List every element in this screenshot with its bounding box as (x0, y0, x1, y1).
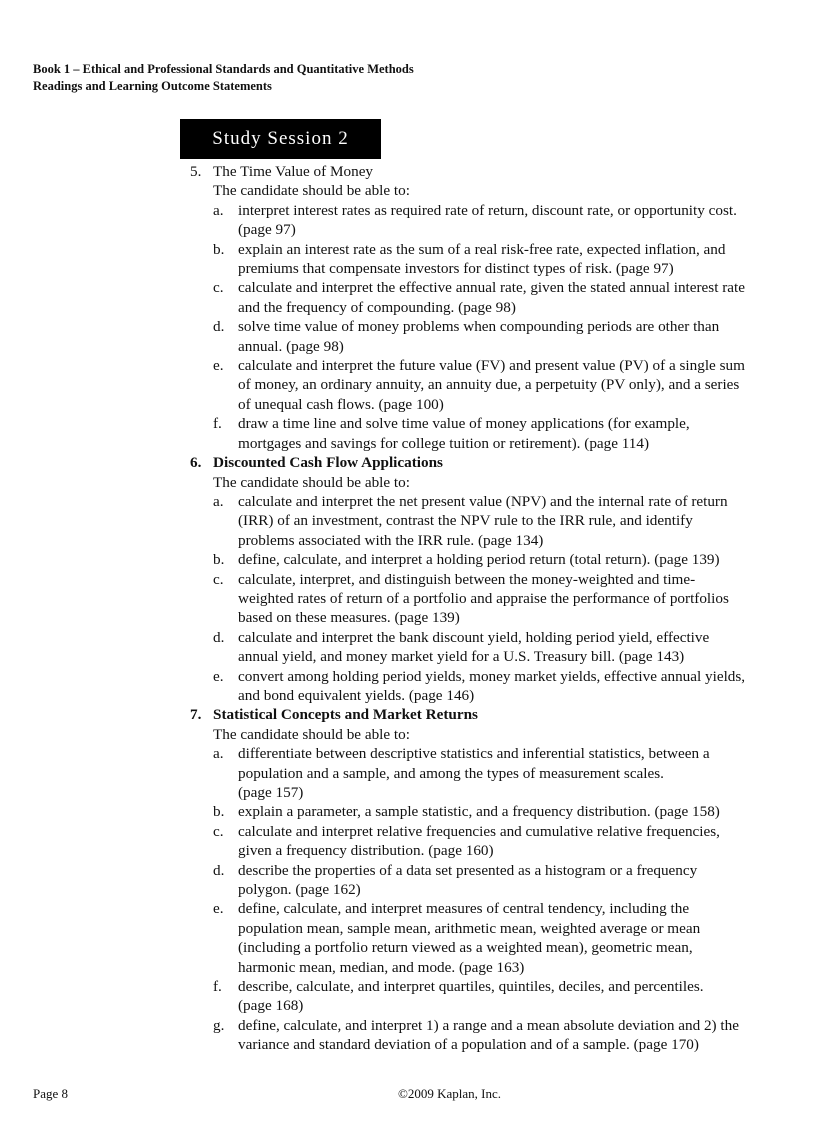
los-letter: f. (213, 978, 222, 996)
los-letter: e. (213, 357, 224, 375)
reading-number: 5. (190, 163, 202, 180)
los-letter: b. (213, 551, 225, 569)
los-text: calculate and interpret the effective annual rate, given the stated annual interest rate and the frequency of compounding. (page 98) (238, 279, 745, 316)
los-text: calculate and interpret the bank discount yield, holding period yield, effective annual yield, and money market yield for a U.S. Treasury bill. (page 143) (238, 628, 710, 666)
los-item (213, 356, 750, 414)
los-item (213, 240, 750, 279)
los-item (213, 977, 750, 1016)
los-item (213, 667, 750, 706)
los-item (213, 201, 750, 240)
los-letter: e. (213, 900, 224, 918)
los-text: calculate and interpret the future value (FV) and present value (PV) of a single sum of money, an ordinary annuity, an annuity due, a perpetuity (PV only), and a series of unequal cash flows. (page 100) (238, 357, 745, 413)
los-text: describe, calculate, and interpret quartiles, quintiles, deciles, and percentiles. (238, 978, 704, 996)
los-item (213, 802, 750, 821)
reading-number: 6. (190, 454, 202, 472)
los-letter: a. (213, 745, 224, 763)
los-text: differentiate between descriptive statistics and inferential statistics, between a population and a sample, and among the types of measurement scales. (238, 745, 710, 782)
los-text: define, calculate, and interpret 1) a range and a mean absolute deviation and 2) the variance and standard deviation of a population and of a sample. (page 170) (238, 1016, 739, 1054)
los-text: draw a time line and solve time value of money applications (for example, mortgages and savings for college tuition or retirement). (page 114) (238, 415, 690, 452)
los-item (213, 822, 750, 861)
reading-intro: The candidate should be able to: (213, 725, 410, 743)
los-letter: c. (213, 279, 224, 297)
reading-6 (190, 453, 750, 705)
header-section-title: Readings and Learning Outcome Statements (33, 79, 272, 93)
los-letter: e. (213, 667, 224, 685)
los-letter: d. (213, 628, 225, 646)
los-letter: b. (213, 803, 225, 821)
los-letter: c. (213, 570, 224, 588)
los-text: interpret interest rates as required rate of return, discount rate, or opportunity cost. (page 97) (238, 201, 737, 239)
los-item (213, 899, 750, 977)
los-item (213, 550, 750, 569)
los-item (213, 278, 750, 317)
page-number: Page 8 (33, 1086, 69, 1101)
los-page-ref: (page 157) (238, 784, 304, 801)
los-letter: g. (213, 1016, 225, 1034)
los-letter: a. (213, 492, 224, 510)
los-item (213, 744, 750, 802)
reading-intro: The candidate should be able to: (213, 182, 410, 200)
los-text: solve time value of money problems when compounding periods are other than annual. (page 98) (238, 318, 720, 355)
copyright: ©2009 Kaplan, Inc. (398, 1086, 502, 1101)
los-text: calculate and interpret relative frequencies and cumulative relative frequencies, given a frequency distribution. (page 160) (238, 822, 720, 860)
los-letter: a. (213, 201, 224, 219)
los-letter: b. (213, 240, 225, 258)
los-item (213, 492, 750, 550)
header-book-title: Book 1 – Ethical and Professional Standards and Quantitative Methods (33, 62, 414, 76)
reading-7 (190, 705, 750, 1054)
los-item (213, 1016, 750, 1055)
los-text: define, calculate, and interpret a holding period return (total return). (page 139) (238, 551, 720, 569)
los-text: explain a parameter, a sample statistic, and a frequency distribution. (page 158) (238, 803, 720, 821)
los-letter: d. (213, 318, 225, 336)
study-session-banner: Study Session 2 (180, 119, 381, 159)
los-text: define, calculate, and interpret measures of central tendency, including the population mean, sample mean, arithmetic mean, weighted average or mean (including a portfolio return viewed as a weighted mean), geometric mean, harmonic mean, median, and mode. (page 163) (238, 900, 701, 976)
reading-5 (190, 162, 750, 453)
readings-list (190, 162, 750, 1055)
los-page-ref: (page 168) (238, 997, 304, 1015)
los-text: calculate, interpret, and distinguish between the money-weighted and time-weighted rates of return of a portfolio and appraise the performance of portfolios based on these measures. (page 139) (238, 570, 729, 627)
reading-number: 7. (190, 706, 202, 724)
reading-title: The Time Value of Money (213, 163, 374, 180)
los-item (213, 628, 750, 667)
los-item (213, 317, 750, 356)
reading-intro: The candidate should be able to: (213, 473, 410, 491)
running-header (33, 61, 414, 95)
los-letter: f. (213, 415, 222, 433)
los-text: convert among holding period yields, money market yields, effective annual yields, and bond equivalent yields. (page 146) (238, 667, 746, 704)
reading-title: Statistical Concepts and Market Returns (213, 706, 478, 724)
los-item (213, 861, 750, 900)
reading-title: Discounted Cash Flow Applications (213, 454, 443, 472)
los-letter: c. (213, 822, 224, 840)
los-letter: d. (213, 861, 225, 879)
los-text: explain an interest rate as the sum of a real risk-free rate, expected inflation, and premiums that compensate investors for distinct types of risk. (page 97) (238, 240, 726, 278)
los-item (213, 570, 750, 628)
los-item (213, 414, 750, 453)
los-text: calculate and interpret the net present value (NPV) and the internal rate of return (IRR) of an investment, contrast the NPV rule to the IRR rule, and identify problems associated with the IRR rule. (page 134) (238, 492, 728, 549)
los-text: describe the properties of a data set presented as a histogram or a frequency polygon. (page 162) (238, 861, 698, 899)
